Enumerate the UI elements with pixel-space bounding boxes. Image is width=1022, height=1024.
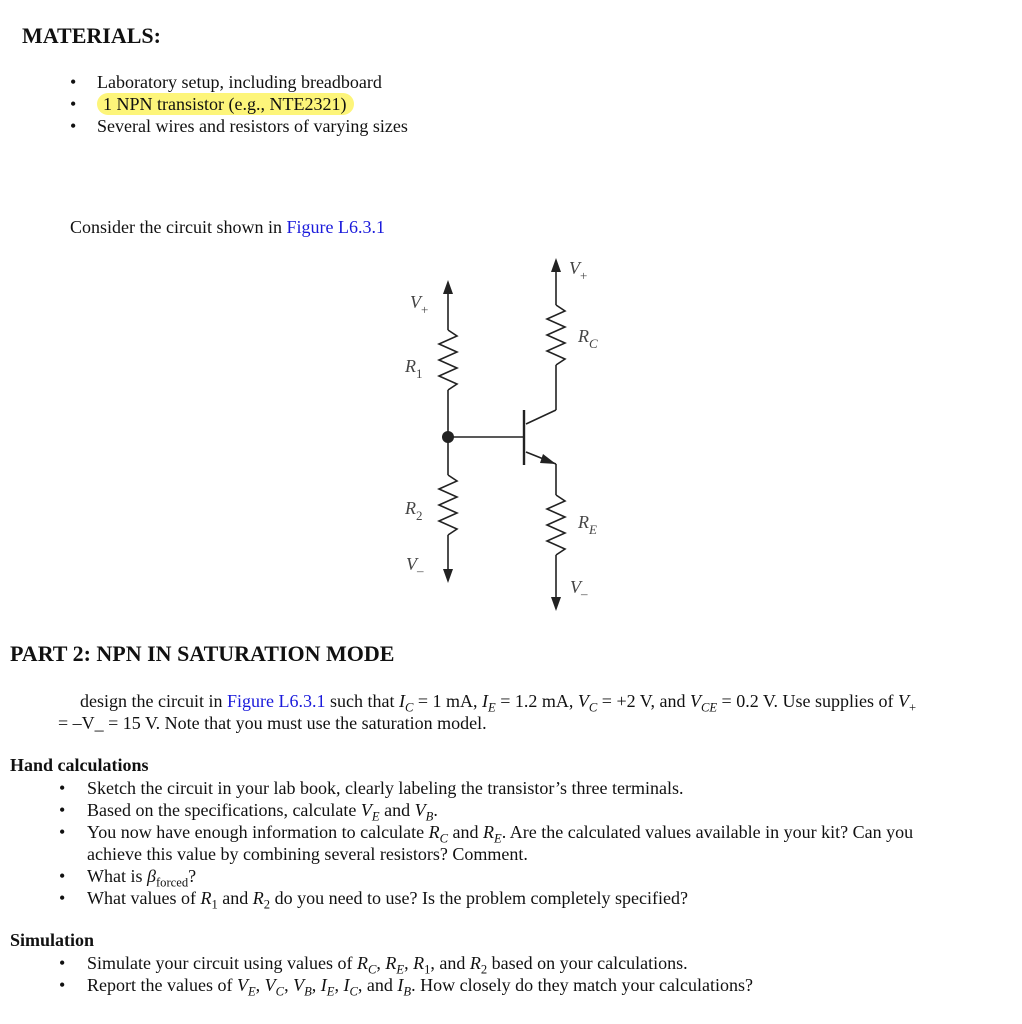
sub: B	[304, 984, 312, 999]
junction-dot	[442, 431, 454, 443]
var: β	[147, 866, 156, 886]
var: V	[293, 975, 305, 995]
var: R	[385, 953, 397, 973]
sub: E	[494, 831, 502, 846]
sub: B	[425, 809, 434, 824]
sub: CE	[700, 700, 718, 715]
sub: C	[275, 984, 285, 999]
bullet: •	[59, 800, 66, 820]
bullet: •	[70, 72, 77, 92]
sub: +	[909, 700, 917, 715]
var: V	[689, 691, 701, 711]
text: = 0.2 V. Use supplies of	[717, 691, 899, 711]
var: R	[428, 822, 440, 842]
text: = +2 V, and	[597, 691, 690, 711]
figure-link[interactable]: Figure L6.3.1	[286, 217, 385, 237]
list-item	[59, 799, 1009, 824]
label-v-plus-right: $V_+$	[569, 258, 588, 283]
hand-calculations-list	[59, 777, 1009, 912]
simulation-heading: Simulation	[10, 930, 95, 950]
intro-text: Consider the circuit shown in	[70, 217, 287, 237]
sub: C	[349, 984, 358, 999]
bullet: •	[59, 822, 66, 842]
list-item	[59, 821, 1009, 846]
list-item-continuation	[59, 843, 1009, 865]
var: R	[469, 953, 481, 973]
resistor-r2	[439, 475, 457, 535]
hand-calculations-heading: Hand calculations	[10, 755, 149, 775]
var: V	[236, 975, 248, 995]
text: ,	[404, 953, 414, 973]
text: ,	[311, 975, 321, 995]
sub: forced	[155, 875, 189, 890]
text: What is	[87, 866, 147, 886]
sub: C	[404, 700, 414, 715]
list-item	[59, 887, 1009, 912]
figure-link[interactable]: Figure L6.3.1	[226, 691, 326, 711]
label-rc: $R_C$	[578, 326, 598, 351]
text: do you need to use? Is the problem completely specified?	[270, 888, 688, 908]
text: ,	[255, 975, 265, 995]
sub: E	[247, 984, 256, 999]
circuit-diagram	[380, 250, 640, 620]
label-v-minus-left: $V_-$	[406, 554, 424, 578]
var: I	[398, 691, 405, 711]
list-item-text: Several wires and resistors of varying sizes	[97, 116, 408, 136]
text: such that	[325, 691, 399, 711]
collector-lead	[526, 410, 556, 424]
intro-paragraph	[70, 217, 385, 238]
text: . How closely do they match your calculations?	[411, 975, 753, 995]
sub: E	[396, 962, 405, 977]
text: and	[379, 800, 415, 820]
resistor-r1	[439, 330, 457, 390]
materials-list	[70, 71, 570, 137]
arrow-up-icon	[551, 258, 561, 272]
label-r2: $R_2$	[405, 498, 423, 523]
arrow-up-icon	[443, 280, 453, 294]
part2-paragraph	[80, 690, 917, 715]
arrow-down-icon	[443, 569, 453, 583]
text: You now have enough information to calculate	[87, 822, 429, 842]
sub: C	[588, 700, 598, 715]
text: and	[448, 822, 484, 842]
list-item	[59, 952, 1009, 977]
bullet: •	[70, 116, 77, 136]
text: ,	[284, 975, 294, 995]
text: and	[217, 888, 253, 908]
highlighted-text: 1 NPN transistor (e.g., NTE2321)	[97, 93, 354, 115]
text: ?	[188, 866, 197, 886]
text: design the circuit in	[80, 691, 227, 711]
sub: E	[488, 700, 496, 715]
var: R	[483, 822, 495, 842]
emitter-arrow-icon	[540, 454, 556, 464]
bullet: •	[59, 953, 66, 973]
text: , and	[430, 953, 470, 973]
bullet: •	[59, 866, 66, 886]
var: V	[264, 975, 276, 995]
var: R	[413, 953, 425, 973]
list-item	[70, 115, 570, 137]
list-item-text: achieve this value by combining several resistors? Comment.	[87, 844, 528, 864]
label-r1: $R_1$	[405, 356, 423, 381]
label-re: $R_E$	[578, 512, 597, 537]
bullet: •	[59, 778, 66, 798]
text: ,	[334, 975, 344, 995]
text: . Are the calculated values available in your kit? Can you	[501, 822, 914, 842]
sub: E	[371, 809, 380, 824]
sub: 1	[424, 962, 431, 977]
list-item	[59, 777, 1009, 799]
var: V	[414, 800, 426, 820]
sub: C	[439, 831, 449, 846]
text: Report the values of	[87, 975, 237, 995]
part2-heading: PART 2: NPN IN SATURATION MODE	[10, 641, 395, 666]
var: R	[200, 888, 212, 908]
text: based on your calculations.	[487, 953, 688, 973]
list-item-text: Laboratory setup, including breadboard	[97, 72, 382, 92]
var: I	[397, 975, 404, 995]
part2-paragraph-line2: = –V_ = 15 V. Note that you must use the saturation model.	[58, 713, 487, 733]
var: V	[898, 691, 910, 711]
list-item	[59, 974, 1009, 999]
sub: 2	[263, 897, 271, 912]
text: Simulate your circuit using values of	[87, 953, 357, 973]
var: R	[252, 888, 264, 908]
bullet: •	[59, 975, 66, 995]
text: What values of	[87, 888, 201, 908]
list-item-highlighted	[70, 93, 570, 115]
list-item	[70, 71, 570, 93]
text: Based on the specifications, calculate	[87, 800, 361, 820]
text: , and	[357, 975, 398, 995]
var: R	[356, 953, 368, 973]
label-v-plus-left: $V_+$	[410, 292, 429, 317]
sub: B	[403, 984, 412, 999]
list-item-text: Sketch the circuit in your lab book, clearly labeling the transistor’s three terminals.	[87, 778, 684, 798]
var: V	[577, 691, 589, 711]
resistor-rc	[547, 305, 565, 365]
text: ,	[376, 953, 386, 973]
var: I	[343, 975, 350, 995]
materials-heading: MATERIALS:	[22, 23, 161, 48]
var: V	[360, 800, 372, 820]
simulation-list	[59, 952, 1009, 999]
sub: C	[367, 962, 377, 977]
sub: 2	[480, 962, 488, 977]
bullet: •	[70, 94, 77, 114]
var: I	[482, 691, 489, 711]
text: = 1.2 mA,	[495, 691, 578, 711]
var: I	[320, 975, 327, 995]
sub: 1	[211, 897, 218, 912]
arrow-down-icon	[551, 597, 561, 611]
text: = 1 mA,	[413, 691, 483, 711]
resistor-re	[547, 495, 565, 555]
text: .	[433, 800, 438, 820]
sub: E	[326, 984, 335, 999]
list-item	[59, 865, 1009, 890]
bullet: •	[59, 888, 66, 908]
label-v-minus-right: $V_-$	[570, 577, 588, 601]
